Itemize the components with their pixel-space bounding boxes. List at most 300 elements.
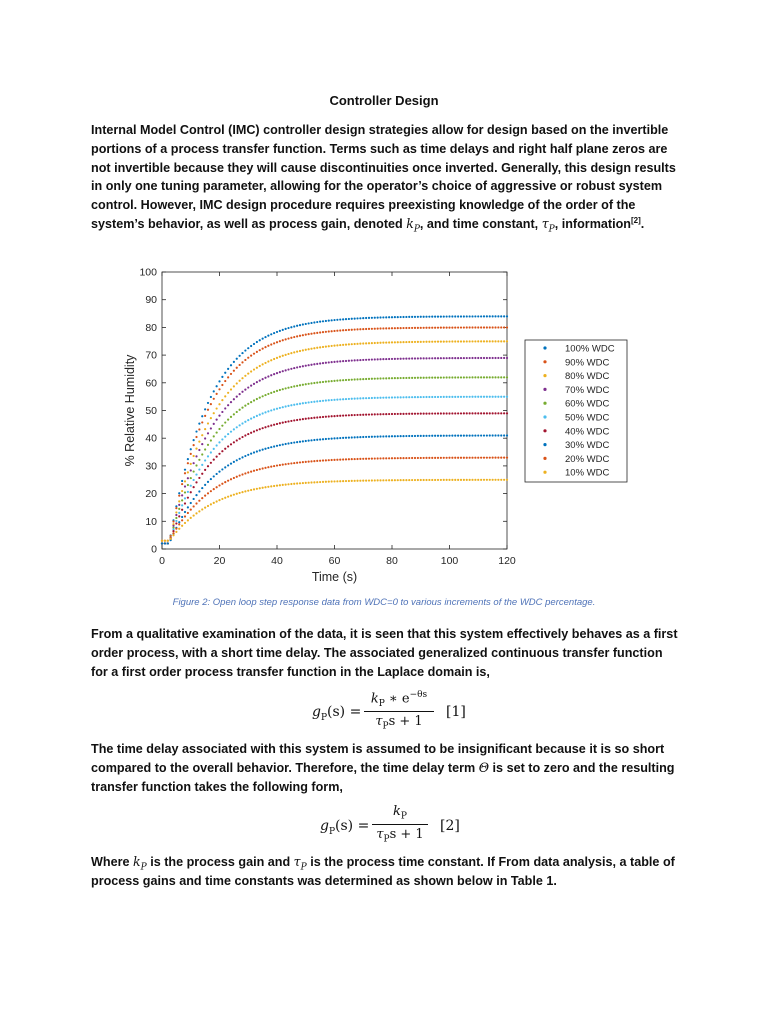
data-point — [290, 368, 292, 370]
data-point — [325, 459, 327, 461]
data-point — [492, 326, 494, 328]
y-axis-label: % Relative Humidity — [123, 354, 137, 467]
data-point — [322, 459, 324, 461]
data-point — [184, 522, 186, 524]
data-point — [385, 457, 387, 459]
data-point — [195, 494, 197, 496]
data-point — [348, 329, 350, 331]
data-point — [423, 479, 425, 481]
data-point — [477, 434, 479, 436]
data-point — [454, 435, 456, 437]
data-point — [492, 340, 494, 342]
data-point — [365, 328, 367, 330]
data-point — [402, 457, 404, 459]
data-point — [236, 411, 238, 413]
data-point — [253, 451, 255, 453]
data-point — [319, 481, 321, 483]
y-tick-label: 20 — [145, 488, 157, 501]
data-point — [178, 528, 180, 530]
data-point — [417, 396, 419, 398]
data-point — [239, 492, 241, 494]
data-point — [379, 358, 381, 360]
data-point — [296, 366, 298, 368]
data-point — [460, 376, 462, 378]
data-point — [359, 343, 361, 345]
data-point — [210, 439, 212, 441]
data-point — [224, 372, 226, 374]
data-point — [400, 413, 402, 415]
data-point — [247, 433, 249, 435]
eq2-numerator — [372, 804, 428, 822]
data-point — [195, 481, 197, 483]
data-point — [224, 497, 226, 499]
data-point — [500, 434, 502, 436]
data-point — [221, 438, 223, 440]
data-point — [356, 343, 358, 345]
data-point — [463, 435, 465, 437]
data-point — [388, 396, 390, 398]
data-point — [345, 360, 347, 362]
data-point — [466, 457, 468, 459]
data-point — [394, 316, 396, 318]
data-point — [506, 315, 508, 317]
data-point — [250, 401, 252, 403]
data-point — [486, 396, 488, 398]
data-point — [471, 315, 473, 317]
data-point — [437, 396, 439, 398]
data-point — [239, 438, 241, 440]
data-point — [503, 340, 505, 342]
eq1-g-sub: P — [320, 712, 328, 723]
data-point — [489, 479, 491, 481]
data-point — [388, 413, 390, 415]
data-point — [397, 316, 399, 318]
data-point — [460, 412, 462, 414]
data-point — [193, 479, 195, 481]
data-point — [253, 368, 255, 370]
data-point — [195, 455, 197, 457]
data-point — [187, 506, 189, 508]
data-point — [388, 327, 390, 329]
data-point — [239, 474, 241, 476]
data-point — [267, 375, 269, 377]
data-point — [408, 316, 410, 318]
data-point — [216, 407, 218, 409]
legend-marker — [543, 415, 546, 418]
data-point — [480, 434, 482, 436]
data-point — [497, 315, 499, 317]
data-point — [503, 479, 505, 481]
eq1-k: k — [370, 691, 379, 707]
data-point — [172, 520, 174, 522]
data-point — [313, 401, 315, 403]
data-point — [210, 396, 212, 398]
data-point — [377, 397, 379, 399]
data-point — [385, 397, 387, 399]
data-point — [262, 487, 264, 489]
data-point — [175, 528, 177, 530]
data-point — [285, 387, 287, 389]
data-point — [210, 490, 212, 492]
data-point — [247, 386, 249, 388]
data-point — [483, 479, 485, 481]
data-point — [388, 479, 390, 481]
data-point — [233, 494, 235, 496]
data-point — [236, 459, 238, 461]
data-point — [270, 485, 272, 487]
data-point — [382, 316, 384, 318]
data-point — [267, 335, 269, 337]
data-point — [241, 491, 243, 493]
data-point — [239, 355, 241, 357]
data-point — [270, 359, 272, 361]
data-point — [287, 420, 289, 422]
data-point — [285, 328, 287, 330]
data-point — [253, 399, 255, 401]
x-tick-label: 40 — [271, 555, 283, 567]
data-point — [503, 412, 505, 414]
data-point — [382, 377, 384, 379]
data-point — [164, 542, 166, 544]
data-point — [331, 399, 333, 401]
data-point — [236, 367, 238, 369]
data-point — [290, 442, 292, 444]
data-point — [440, 376, 442, 378]
data-point — [500, 376, 502, 378]
data-point — [195, 464, 197, 466]
data-point — [359, 359, 361, 361]
data-point — [368, 479, 370, 481]
data-point — [207, 455, 209, 457]
data-point — [368, 359, 370, 361]
data-point — [313, 347, 315, 349]
data-point — [262, 348, 264, 350]
data-point — [293, 404, 295, 406]
data-point — [319, 321, 321, 323]
data-point — [454, 357, 456, 359]
data-point — [377, 342, 379, 344]
data-point — [377, 457, 379, 459]
data-point — [250, 432, 252, 434]
data-point — [411, 357, 413, 359]
data-point — [313, 439, 315, 441]
data-point — [483, 315, 485, 317]
data-point — [446, 412, 448, 414]
data-point — [448, 457, 450, 459]
data-point — [273, 342, 275, 344]
data-point — [420, 357, 422, 359]
data-point — [371, 342, 373, 344]
data-point — [328, 380, 330, 382]
data-point — [443, 412, 445, 414]
data-point — [233, 361, 235, 363]
data-point — [443, 457, 445, 459]
data-point — [290, 462, 292, 464]
data-point — [201, 487, 203, 489]
data-point — [486, 340, 488, 342]
data-point — [256, 415, 258, 417]
data-point — [178, 495, 180, 497]
data-point — [233, 461, 235, 463]
data-point — [305, 323, 307, 325]
data-point — [494, 376, 496, 378]
data-point — [279, 407, 281, 409]
data-point — [388, 435, 390, 437]
data-point — [241, 407, 243, 409]
data-point — [233, 413, 235, 415]
data-point — [405, 396, 407, 398]
legend-marker — [543, 429, 546, 432]
data-point — [469, 326, 471, 328]
data-point — [267, 410, 269, 412]
data-point — [325, 438, 327, 440]
data-point — [175, 531, 177, 533]
data-point — [417, 341, 419, 343]
data-point — [454, 315, 456, 317]
data-point — [190, 463, 192, 465]
data-point — [356, 378, 358, 380]
data-point — [198, 468, 200, 470]
data-point — [474, 315, 476, 317]
data-point — [391, 457, 393, 459]
data-point — [469, 412, 471, 414]
data-point — [302, 440, 304, 442]
data-point — [457, 340, 459, 342]
data-point — [356, 317, 358, 319]
data-point — [230, 443, 232, 445]
data-point — [362, 317, 364, 319]
data-point — [276, 423, 278, 425]
data-point — [446, 357, 448, 359]
data-point — [348, 318, 350, 320]
data-point — [333, 480, 335, 482]
p4-text-c: is the process time constant. If From data analysis, a table of process gains and time constants was determined as shown below in Table 1. — [91, 855, 675, 888]
data-point — [290, 483, 292, 485]
data-point — [492, 396, 494, 398]
data-point — [388, 358, 390, 360]
data-point — [506, 357, 508, 359]
data-point — [368, 397, 370, 399]
data-point — [506, 376, 508, 378]
data-point — [270, 374, 272, 376]
eq1-num-mid: ∗ e — [384, 691, 410, 707]
data-point — [216, 500, 218, 502]
data-point — [221, 411, 223, 413]
data-point — [348, 414, 350, 416]
data-point — [296, 403, 298, 405]
data-point — [480, 326, 482, 328]
data-point — [477, 479, 479, 481]
data-point — [207, 422, 209, 424]
data-point — [400, 377, 402, 379]
data-point — [204, 448, 206, 450]
data-point — [460, 479, 462, 481]
data-point — [351, 458, 353, 460]
data-point — [181, 480, 183, 482]
data-point — [483, 326, 485, 328]
data-point — [216, 473, 218, 475]
data-point — [497, 326, 499, 328]
data-point — [322, 320, 324, 322]
data-point — [221, 376, 223, 378]
data-point — [184, 491, 186, 493]
data-point — [305, 440, 307, 442]
data-point — [218, 484, 220, 486]
data-point — [480, 340, 482, 342]
data-point — [483, 396, 485, 398]
data-point — [184, 502, 186, 504]
data-point — [184, 497, 186, 499]
data-point — [336, 330, 338, 332]
data-point — [374, 317, 376, 319]
data-point — [408, 327, 410, 329]
data-point — [506, 396, 508, 398]
data-point — [227, 464, 229, 466]
eq2-fraction — [372, 804, 428, 844]
data-point — [328, 361, 330, 363]
data-point — [420, 341, 422, 343]
data-point — [264, 362, 266, 364]
legend-label: 20% WDC — [565, 453, 610, 465]
data-point — [443, 327, 445, 329]
data-point — [425, 479, 427, 481]
legend-marker — [543, 346, 546, 349]
data-point — [193, 462, 195, 464]
data-point — [402, 435, 404, 437]
data-point — [486, 434, 488, 436]
data-point — [236, 493, 238, 495]
data-point — [218, 428, 220, 430]
data-point — [414, 435, 416, 437]
data-point — [500, 457, 502, 459]
data-point — [400, 396, 402, 398]
data-point — [431, 457, 433, 459]
data-point — [181, 494, 183, 496]
data-point — [241, 377, 243, 379]
data-point — [187, 497, 189, 499]
data-point — [233, 477, 235, 479]
data-point — [333, 399, 335, 401]
data-point — [443, 357, 445, 359]
data-point — [325, 362, 327, 364]
data-point — [319, 331, 321, 333]
data-point — [448, 327, 450, 329]
data-point — [425, 357, 427, 359]
data-point — [400, 327, 402, 329]
data-point — [198, 423, 200, 425]
data-point — [227, 404, 229, 406]
data-point — [316, 382, 318, 384]
data-point — [313, 460, 315, 462]
data-point — [195, 447, 197, 449]
data-point — [319, 400, 321, 402]
data-point — [354, 317, 356, 319]
data-point — [224, 421, 226, 423]
data-point — [463, 340, 465, 342]
data-point — [290, 326, 292, 328]
data-point — [299, 441, 301, 443]
data-point — [431, 341, 433, 343]
data-point — [477, 357, 479, 359]
data-point — [471, 326, 473, 328]
data-point — [302, 384, 304, 386]
data-point — [241, 456, 243, 458]
data-point — [471, 376, 473, 378]
eq1-exponent: −θs — [409, 690, 428, 700]
data-point — [469, 357, 471, 359]
data-point — [267, 466, 269, 468]
data-point — [466, 376, 468, 378]
paragraph-imc-intro — [91, 121, 681, 234]
data-point — [440, 327, 442, 329]
data-point — [489, 340, 491, 342]
data-point — [172, 530, 174, 532]
data-point — [293, 483, 295, 485]
data-point — [247, 471, 249, 473]
data-point — [178, 492, 180, 494]
data-point — [227, 368, 229, 370]
data-point — [276, 408, 278, 410]
data-point — [322, 381, 324, 383]
data-point — [351, 379, 353, 381]
data-point — [492, 434, 494, 436]
data-point — [425, 435, 427, 437]
data-point — [494, 315, 496, 317]
data-point — [368, 328, 370, 330]
data-point — [336, 361, 338, 363]
data-point — [377, 358, 379, 360]
eq1-fraction — [364, 690, 434, 732]
data-point — [500, 396, 502, 398]
data-point — [227, 496, 229, 498]
data-point — [394, 358, 396, 360]
data-point — [405, 316, 407, 318]
data-point — [411, 396, 413, 398]
data-point — [397, 435, 399, 437]
data-point — [394, 479, 396, 481]
data-point — [345, 414, 347, 416]
data-point — [253, 416, 255, 418]
data-point — [267, 447, 269, 449]
data-point — [474, 326, 476, 328]
y-tick-label: 80 — [145, 321, 157, 334]
data-point — [282, 484, 284, 486]
data-point — [379, 342, 381, 344]
data-point — [236, 439, 238, 441]
data-point — [397, 396, 399, 398]
data-point — [276, 445, 278, 447]
data-point — [448, 435, 450, 437]
x-tick-label: 60 — [328, 555, 341, 567]
data-point — [198, 459, 200, 461]
data-point — [503, 357, 505, 359]
data-point — [385, 479, 387, 481]
data-point — [230, 431, 232, 433]
data-point — [377, 328, 379, 330]
data-point — [230, 416, 232, 418]
data-point — [193, 486, 195, 488]
data-point — [414, 457, 416, 459]
k-subscript: P — [140, 862, 147, 873]
data-point — [262, 449, 264, 451]
data-point — [405, 327, 407, 329]
data-point — [460, 457, 462, 459]
data-point — [273, 391, 275, 393]
data-point — [262, 467, 264, 469]
data-point — [371, 378, 373, 380]
data-point — [195, 473, 197, 475]
data-point — [374, 457, 376, 459]
